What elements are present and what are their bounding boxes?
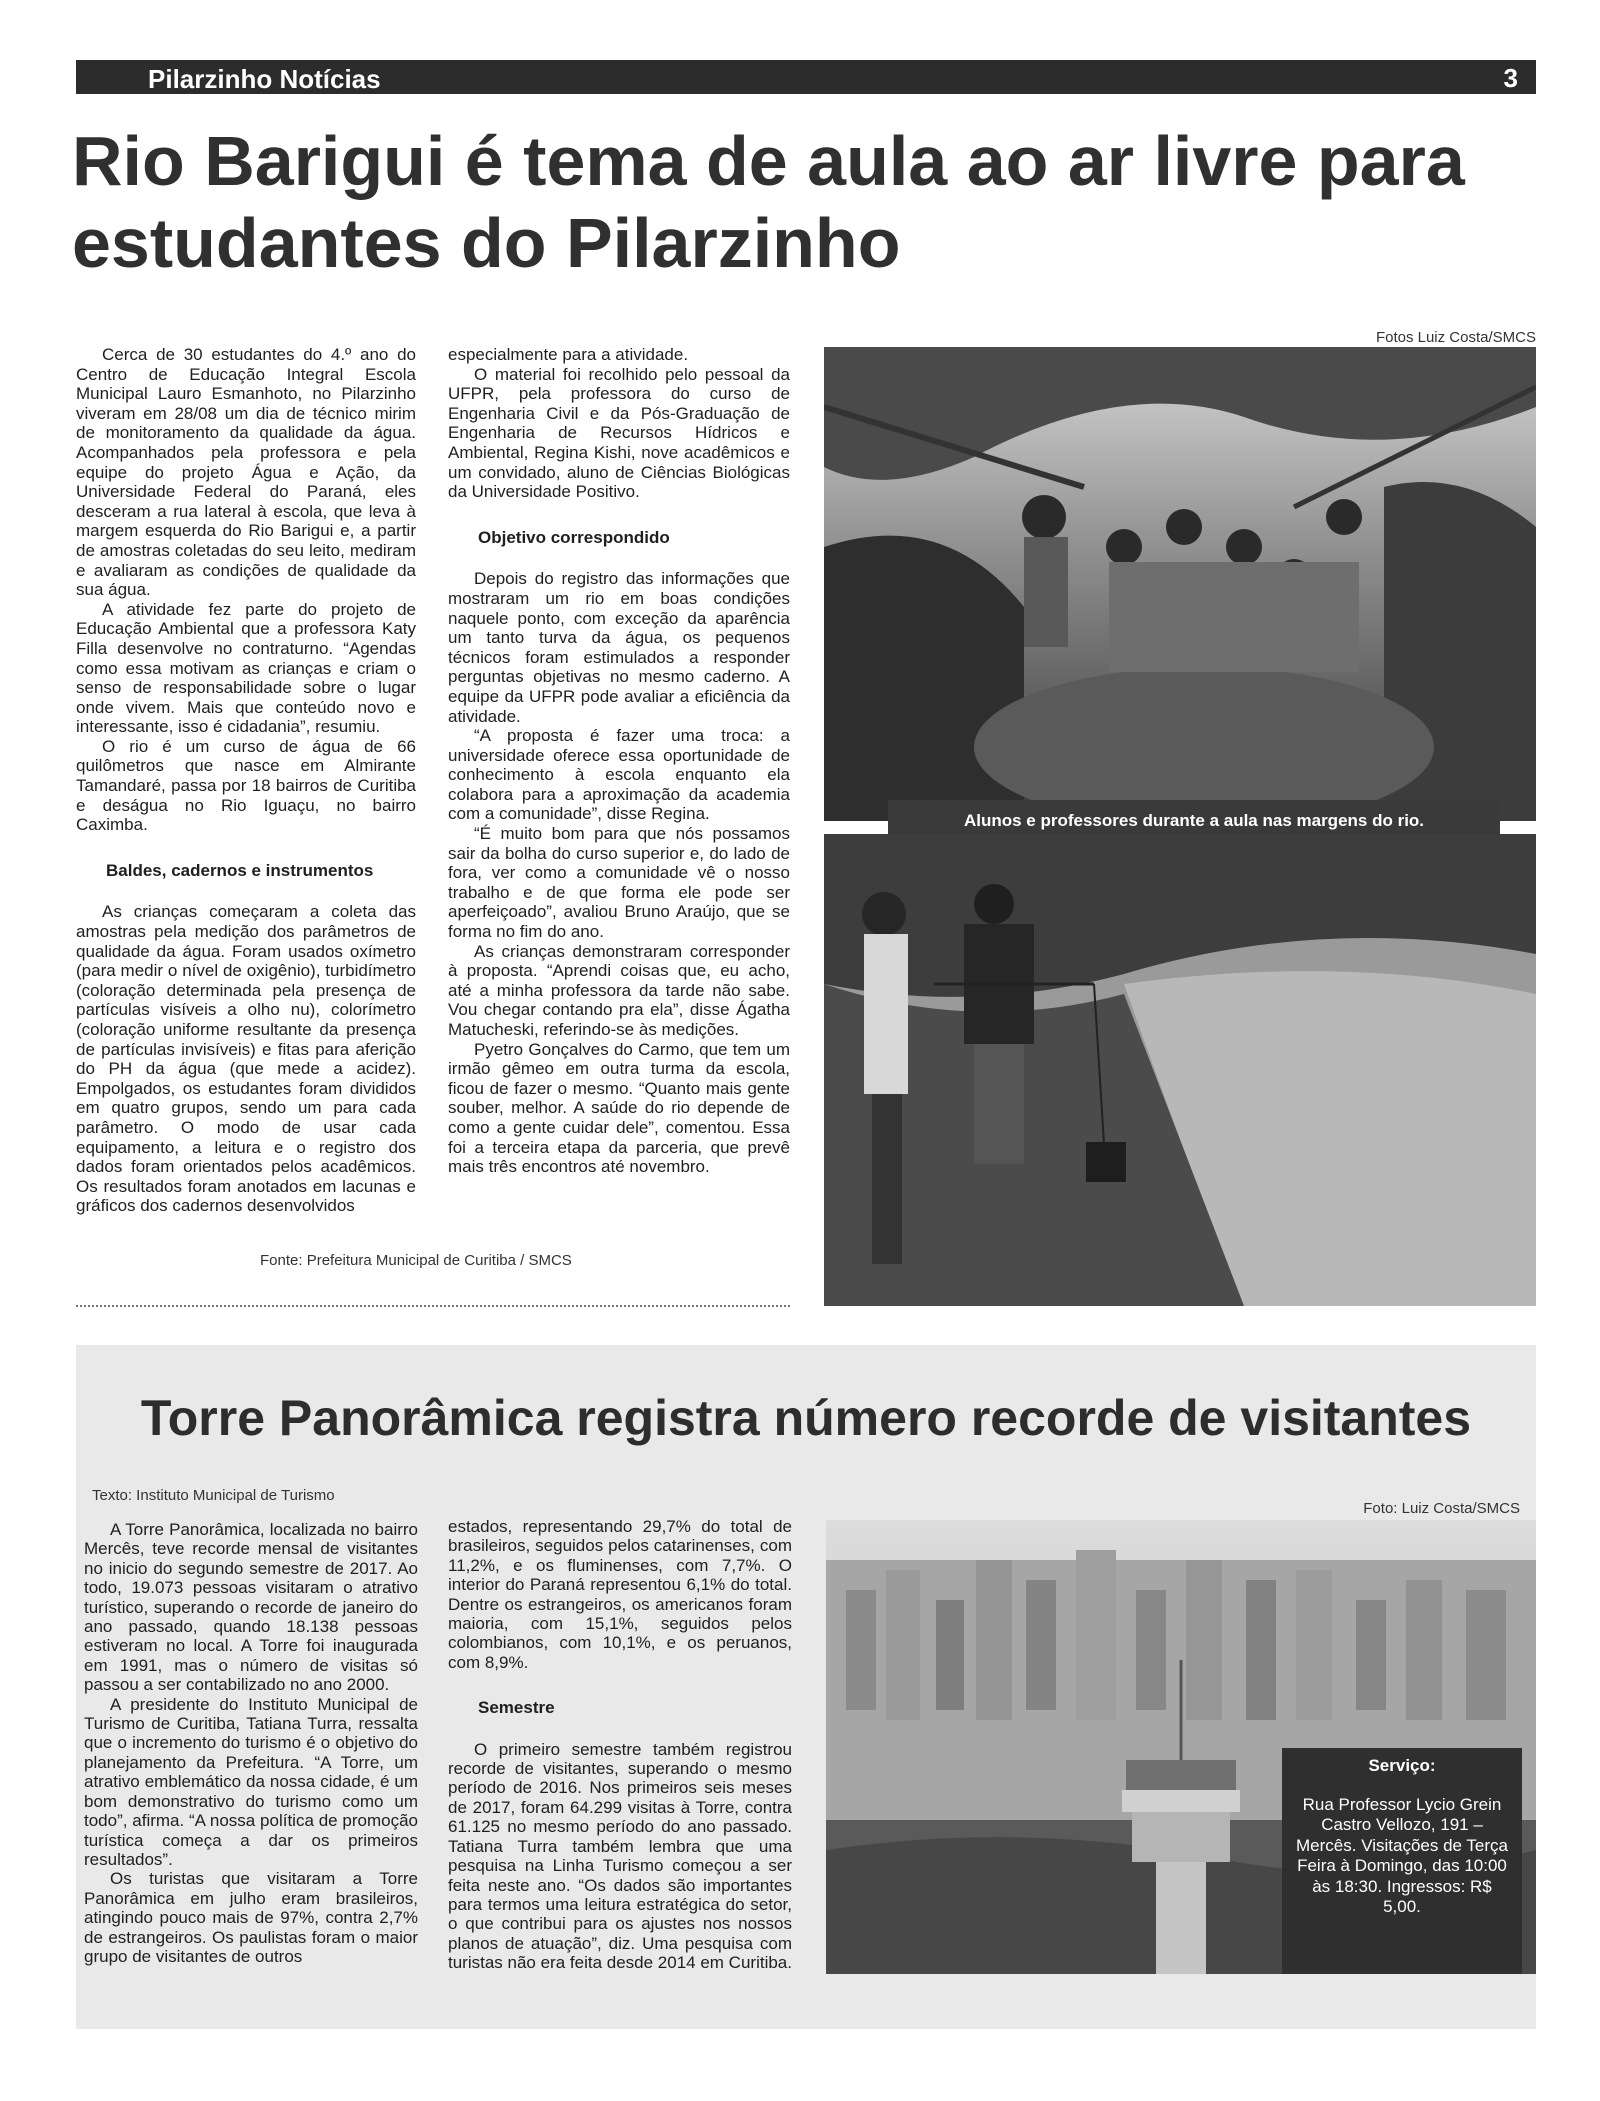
article2-column-2 [448,1517,792,1973]
paragraph: A Torre Panorâmica, localizada no bairro Mercês, teve recorde mensal de visitantes no inicio do segundo semestre de 2017. Ao todo, 19.073 pessoas visitaram o atrativo turístico, superando o recorde de janeiro do ano passado, quando 18.138 pessoas estiveram no local. A Torre foi inaugurada em 1991, mas o número de visitas só passou a ser contabilizado no ano 2000. [84,1520,418,1695]
paragraph: A presidente do Instituto Municipal de Turismo de Curitiba, Tatiana Turra, ressalta que o incremento do turismo é o objetivo do planejamento da Prefeitura. “A Torre, um atrativo emblemático da nossa cidade, é um bom demonstrativo do turismo como um todo”, afirma. “A nossa política de promoção turística começa a dar os primeiros resultados”. [84,1694,418,1869]
paragraph: As crianças começaram a coleta das amostras pela medição dos parâmetros de qualidade da água. Foram usados oxímetro (para medir o nível de oxigênio), turbidímetro (coloração determinada pela presença de partículas visíveis a olho nu), colorímetro (coloração uniforme resultante da presença de partículas invisíveis) e fitas para aferição do PH da água (que mede a acidez). Empolgados, os estudantes foram divididos em quatro grupos, sendo um para cada parâmetro. O modo de usar cada equipamento, a leitura e o registro dos dados foram orientados pelos acadêmicos. Os resultados foram anotados em lacunas e gráficos dos cadernos desenvolvidos [76,902,416,1216]
service-title: Serviço: [1368,1756,1436,1775]
paragraph: Cerca de 30 estudantes do 4.º ano do Centro de Educação Integral Escola Municipal Lauro Esmanhoto, no Pilarzinho viveram em 28/08 um dia de técnico mirim de monitoramento da qualidade da água. Acompanhados pela professora e pela equipe do projeto Água e Ação, da Universidade Federal do Paraná, eles desceram a rua lateral à escola, que leva à margem esquerda do Rio Barigui e, a partir de amostras coletadas do seu leito, mediram e avaliaram as condições de qualidade da sua água. [76,345,416,600]
paragraph: Depois do registro das informações que mostraram um rio em boas condições naquele ponto, com exceção da aparência um tanto turva da água, os pequenos técnicos foram estimulados a responder perguntas objetivas no mesmo caderno. A equipe da UFPR pode avaliar a eficiência da atividade. [448,569,790,726]
page-header [76,60,1536,94]
subheading: Semestre [478,1698,555,1718]
page-number: 3 [1503,63,1518,93]
article1-photo-credit: Fotos Luiz Costa/SMCS [1375,329,1536,346]
paragraph: Pyetro Gonçalves do Carmo, que tem um irmão gêmeo em outra turma da escola, ficou de fazer o mesmo. “Quanto mais gente souber, melhor. A saúde do rio depende de como a gente cuidar dele”, comentou. Essa foi a terceira etapa da parceria, que prevê mais três encontros até novembro. [448,1039,790,1177]
article2-column-1 [84,1520,418,1966]
service-info-box [1282,1748,1522,1974]
article2-text-credit: Texto: Instituto Municipal de Turismo [92,1487,335,1504]
paragraph: estados, representando 29,7% do total de brasileiros, seguidos pelos catarinenses, com 11,2%, e os fluminenses, com 7,7%. O interior do Paraná representou 6,1% do total. Dentre os estrangeiros, os americanos foram maioria, com 15,1%, seguidos pelos colombianos, com 10,1%, e os peruanos, com 8,9%. [448,1517,792,1672]
paragraph: A atividade fez parte do projeto de Educação Ambiental que a professora Katy Filla desenvolve no contraturno. “Agendas como essa motivam as crianças e criam o senso de responsabilidade sobre o lugar onde vivem. Mais que conteúdo novo e interessante, isso é cidadania”, resumiu. [76,599,416,737]
photo-caption: Alunos e professores durante a aula nas margens do rio. [888,800,1500,842]
paragraph: Os turistas que visitaram a Torre Panorâmica em julho eram brasileiros, atingindo pouco mais de 97%, contra 2,7% de estrangeiros. Os paulistas foram o maior grupo de visitantes de outros [84,1869,418,1966]
paragraph: “É muito bom para que nós possamos sair da bolha do curso superior e, do lado de fora, ver como a comunidade vê o nosso trabalho e de que forma ele pode ser aperfeiçoado”, avaliou Bruno Araújo, que se forma no fim do ano. [448,824,790,942]
article1-column-1 [76,345,416,1216]
article1-source: Fonte: Prefeitura Municipal de Curitiba / SMCS [260,1252,572,1269]
service-body: Rua Professor Lycio Grein Castro Vellozo, 191 – Mercês. Visitações de Terça Feira à Domingo, das 10:00 às 18:30. Ingressos: R$ 5,00. [1296,1794,1508,1916]
river-sampling-photo [824,834,1536,1306]
subheading: Baldes, cadernos e instrumentos [106,860,374,880]
paragraph: O material foi recolhido pelo pessoal da UFPR, pela professora do curso de Engenharia Civil e da Pós-Graduação de Engenharia de Recursos Hídricos e Ambiental, Regina Kishi, nove acadêmicos e um convidado, aluno de Ciências Biológicas da Universidade Positivo. [448,364,790,502]
article1-column-2 [448,345,790,1177]
publication-name: Pilarzinho Notícias [148,64,381,94]
article1-headline: Rio Barigui é tema de aula ao ar livre para estudantes do Pilarzinho [72,122,1465,282]
paragraph: especialmente para a atividade. [448,345,689,364]
paragraph: O rio é um curso de água de 66 quilômetros que nasce em Almirante Tamandaré, passa por 18 bairros de Curitiba e deságua no Rio Iguaçu, no bairro Caximba. [76,736,416,835]
subheading: Objetivo correspondido [478,527,670,547]
students-photo [824,347,1536,821]
article2-photo-credit: Foto: Luiz Costa/SMCS [1363,1500,1520,1517]
section-divider [76,1305,790,1307]
paragraph: O primeiro semestre também registrou recorde de visitantes, superando o mesmo período de 2016. Nos primeiros seis meses de 2017, foram 64.299 visitas à Torre, contra 61.125 no mesmo período do ano passado. Tatiana Turra também lembra que uma pesquisa na Linha Turismo começou a ser feita neste ano. “Os dados são importantes para termos uma leitura estratégica do setor, o que contribui para os ajustes nos nossos planos de atuação”, diz. Uma pesquisa com turistas não era feita desde 2014 em Curitiba. [448,1739,792,1973]
paragraph: As crianças demonstraram corresponder à proposta. “Aprendi coisas que, eu acho, até a minha professora da tarde não sabe. Vou chegar contando pra ela”, disse Ágatha Matucheski, referindo-se às medições. [448,941,790,1039]
paragraph: “A proposta é fazer uma troca: a universidade oferece essa oportunidade de conhecimento à escola enquanto ela colabora para a aproximação da academia com a comunidade”, disse Regina. [448,726,790,824]
article2-headline: Torre Panorâmica registra número recorde de visitantes [140,1390,1472,1446]
